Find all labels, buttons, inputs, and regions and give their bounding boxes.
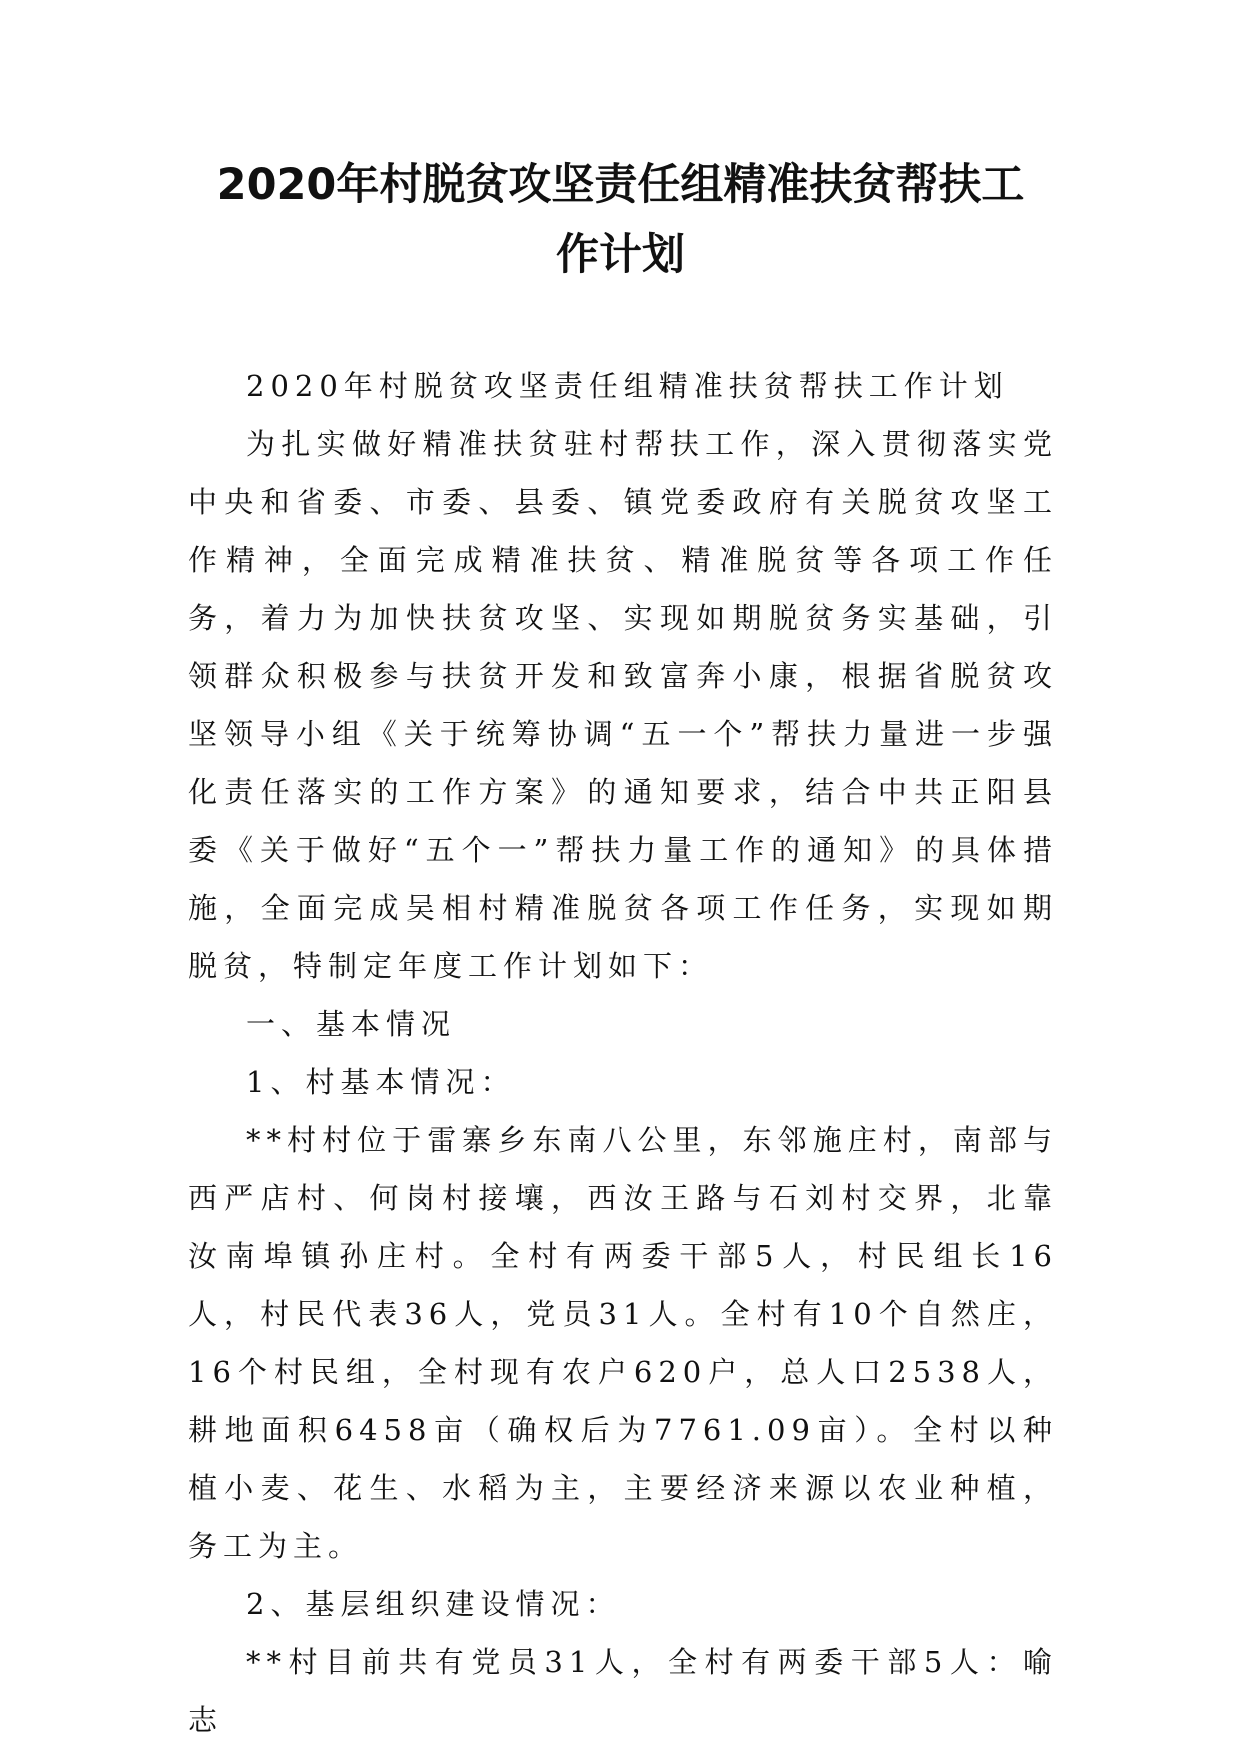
- village-info-paragraph: **村村位于雷寨乡东南八公里，东邻施庄村，南部与西严店村、何岗村接壤，西汝王路与石刘村交界，北靠汝南埠镇孙庄村。全村有两委干部5人，村民组长16人，村民代表36人，党员31人。全村有10个自然庄，16个村民组，全村现有农户620户，总人口2538人，耕地面积6458亩（确权后为7761.09亩）。全村以种植小麦、花生、水稻为主，主要经济来源以农业种植，务工为主。: [188, 1123, 1058, 1563]
- item-heading-village-info: 1、村基本情况：: [246, 1065, 516, 1099]
- title-line-1: 2020年村脱贫攻坚责任组精准扶贫帮扶工: [216, 160, 1025, 210]
- item-heading-organization: 2、基层组织建设情况：: [246, 1587, 621, 1621]
- intro-paragraph: 为扎实做好精准扶贫驻村帮扶工作，深入贯彻落实党中央和省委、市委、县委、镇党委政府有关脱贫攻坚工作精神，全面完成精准扶贫、精准脱贫等各项工作任务，着力为加快扶贫攻坚、实现如期脱贫务实基础，引领群众积极参与扶贫开发和致富奔小康，根据省脱贫攻坚领导小组《关于统筹协调“五一个”帮扶力量进一步强化责任落实的工作方案》的通知要求，结合中共正阳县委《关于做好“五个一”帮扶力量工作的通知》的具体措施，全面完成吴相村精准脱贫各项工作任务，实现如期脱贫，特制定年度工作计划如下：: [188, 427, 1058, 983]
- organization-paragraph: **村目前共有党员31人，全村有两委干部5人：喻志: [188, 1645, 1058, 1737]
- document-body: [188, 357, 1058, 1749]
- title-line-2: 作计划: [556, 230, 685, 280]
- section-heading-basic-info: 一、基本情况: [246, 1007, 457, 1041]
- subtitle-paragraph: 2020年村脱贫攻坚责任组精准扶贫帮扶工作计划: [246, 369, 1009, 403]
- document-title: [150, 150, 1091, 290]
